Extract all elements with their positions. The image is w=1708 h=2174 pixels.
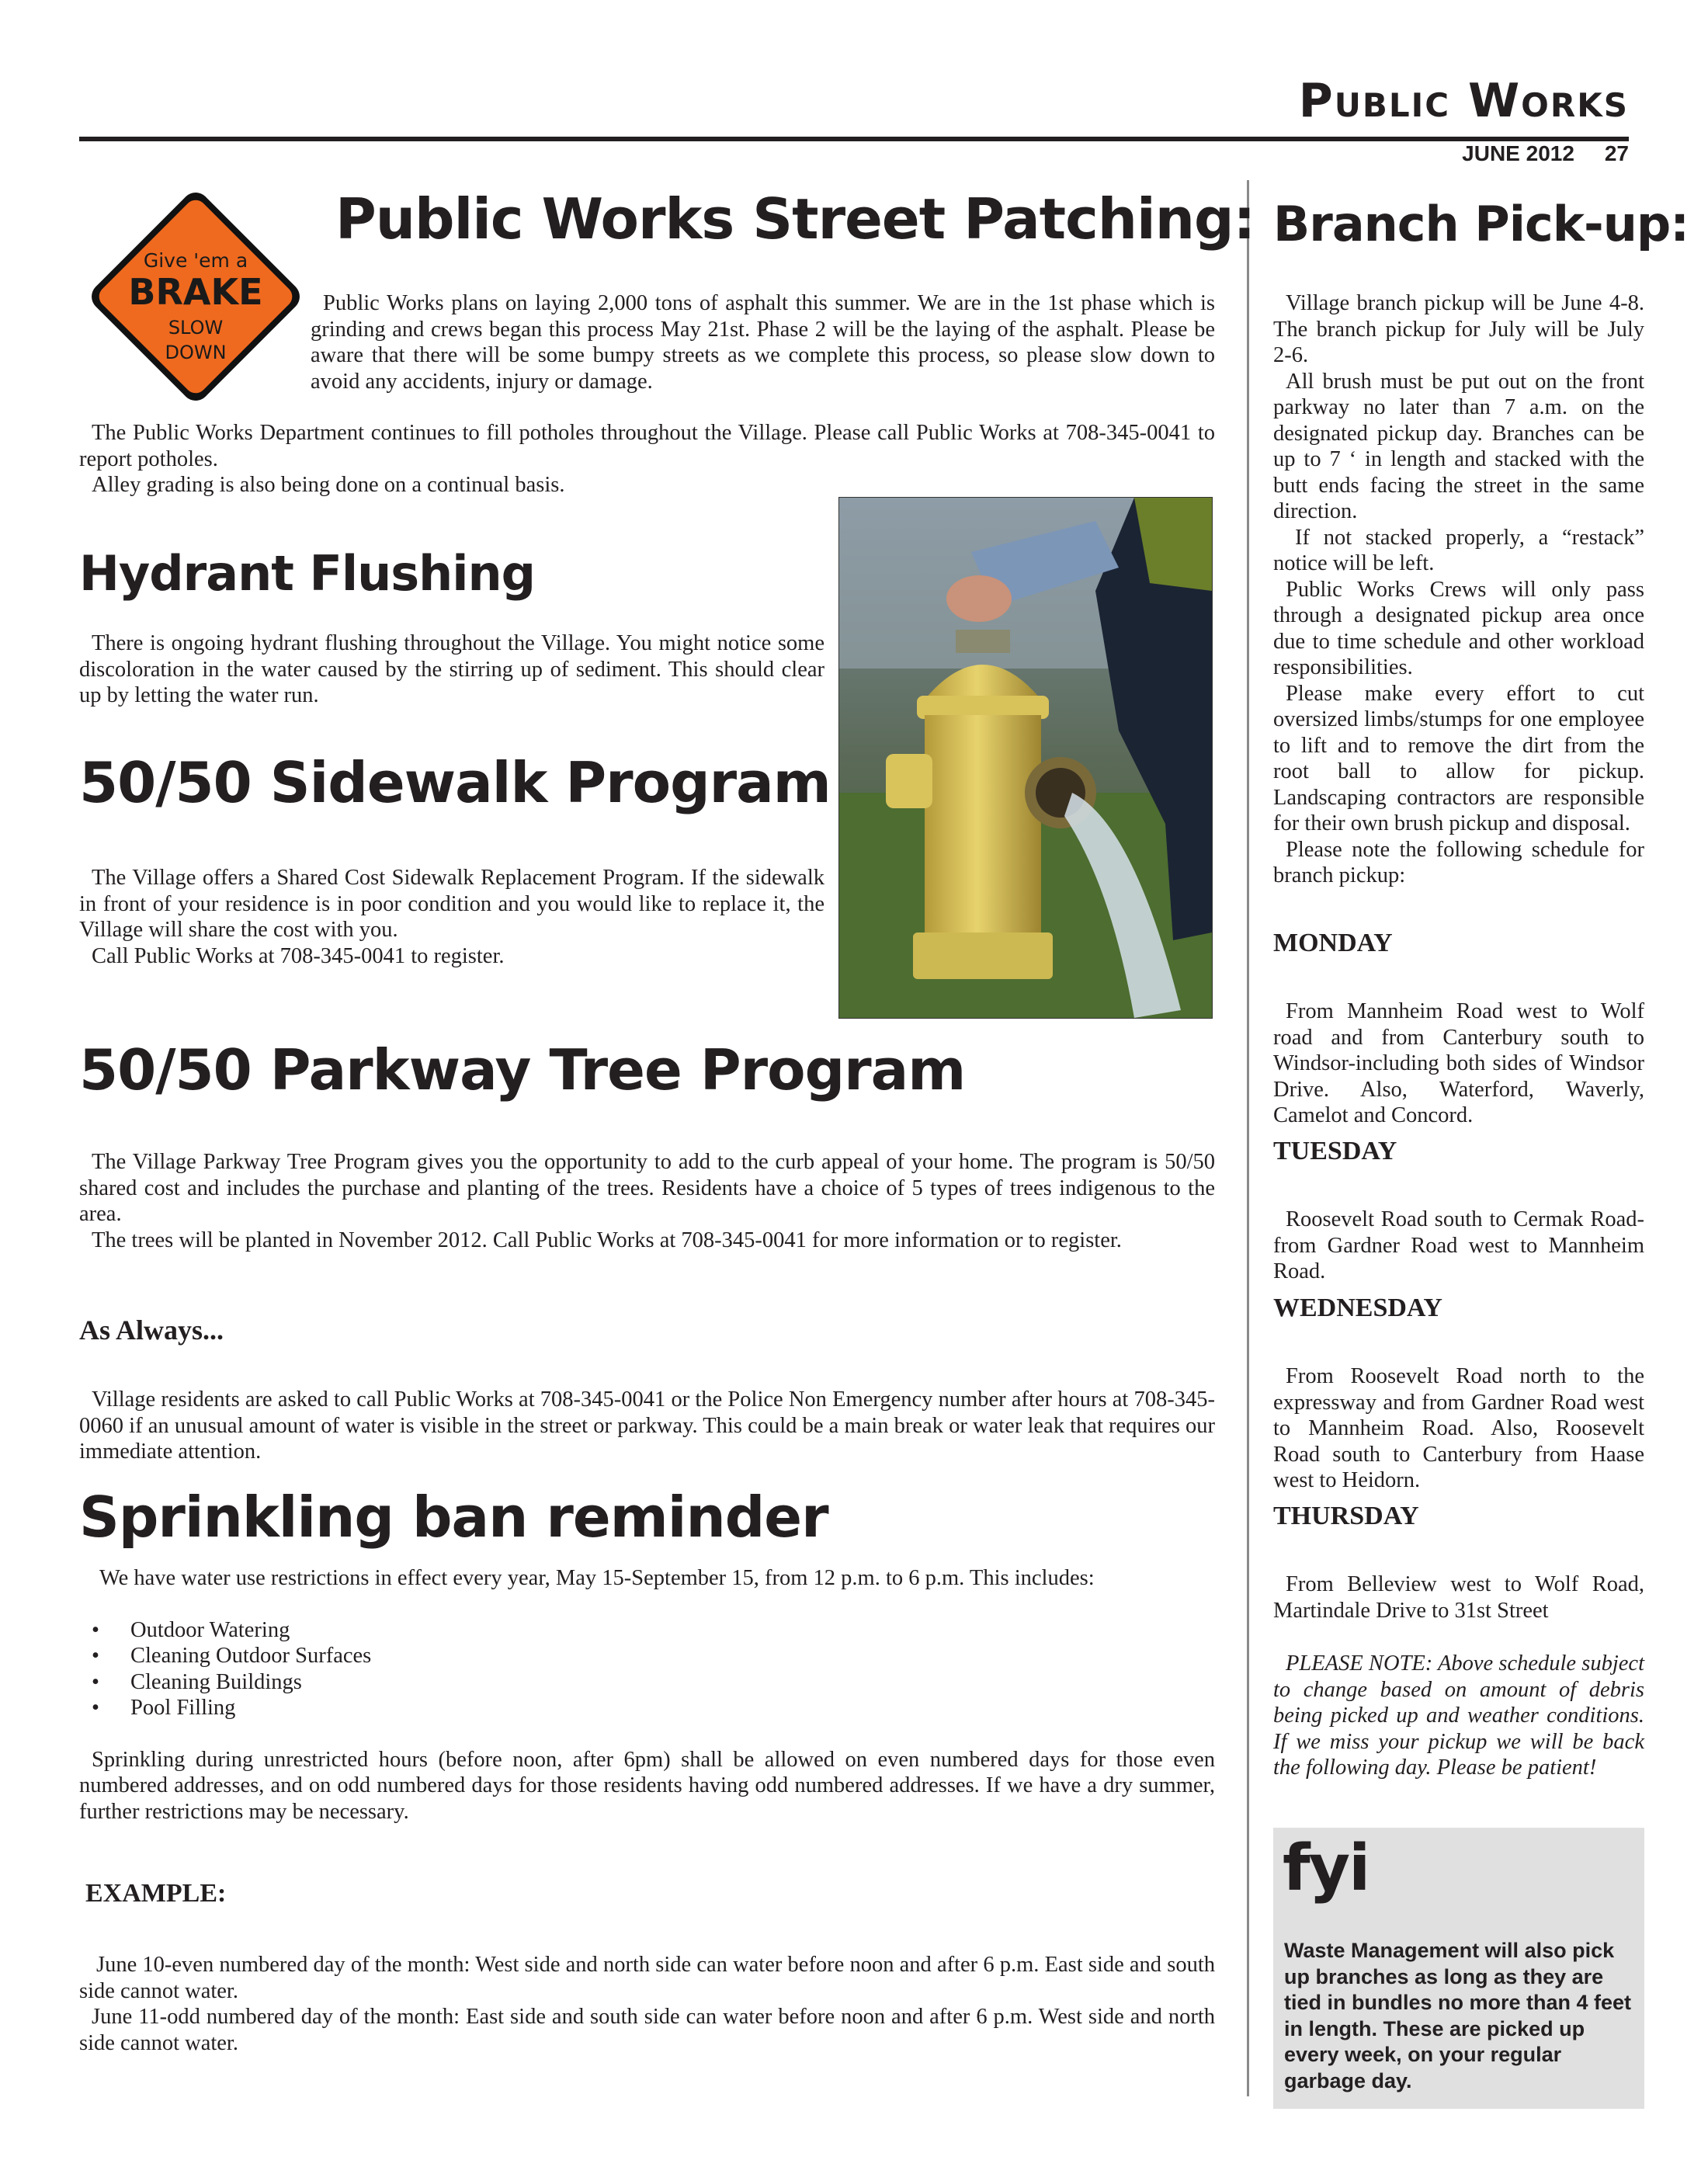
monday-title: MONDAY (1273, 929, 1393, 957)
example-title: EXAMPLE: (85, 1879, 227, 1908)
patching-p3: Alley grading is also being done on a continual basis. (92, 473, 565, 497)
branch-p2: All brush must be put out on the front parkway no later than 7 a.m. on the designated pickup day. Branches can be up to 7 ‘ in length and stacked with the butt ends facing the street in the same direction. (1273, 369, 1644, 523)
thursday-text: From Belleview west to Wolf Road, Martindale Drive to 31st Street (1273, 1572, 1644, 1623)
thursday-body (1273, 1571, 1644, 1624)
always-p1: Village residents are asked to call Public Works at 708-345-0041 or the Police Non Emergency number after hours at 708-345-0060 if an unusual amount of water is visible in the street or parkway. This could be a main break or water leak that requires our immediate attention. (79, 1387, 1215, 1464)
tuesday-title: TUESDAY (1273, 1137, 1397, 1165)
wednesday-body (1273, 1363, 1644, 1494)
column-divider (1247, 180, 1249, 2096)
patching-p2: The Public Works Department continues to fill potholes throughout the Village. Please call Public Works at 708-345-0041 to report potholes. (79, 421, 1215, 471)
patching-p1: Public Works plans on laying 2,000 tons of asphalt this summer. We are in the 1st phase which is grinding and crews began this process May 21st. Phase 2 will be the laying of the asphalt. Please be aware that there will be some bumpy streets as we complete this process, so please slow down to avoid any accidents, injury or damage. (311, 291, 1215, 394)
page-number: 27 (1604, 141, 1629, 165)
list-item: • Pool Filling (79, 1695, 1215, 1721)
example-body (79, 1952, 1215, 2056)
always-body (79, 1387, 1215, 1465)
list-item: • Cleaning Outdoor Surfaces (79, 1643, 1215, 1669)
patching-intro (311, 290, 1215, 394)
sprinkling-p1: We have water use restrictions in effect every year, May 15-September 15, from 12 p.m. to 6 p.m. This includes: (99, 1566, 1095, 1590)
sidewalk-p2: Call Public Works at 708-345-0041 to register. (92, 943, 505, 968)
tree-p2: The trees will be planted in November 2012. Call Public Works at 708-345-0041 for more information or to register. (92, 1228, 1122, 1252)
branch-p6: Please note the following schedule for branch pickup: (1273, 837, 1644, 887)
tree-title: 50/50 Parkway Tree Program (79, 1037, 966, 1103)
sign-line-4: DOWN (165, 342, 227, 363)
hydrant-photo (838, 497, 1213, 1019)
header-rule (79, 137, 1629, 141)
branch-p1: Village branch pickup will be June 4-8. The branch pickup for July will be July 2-6. (1273, 291, 1644, 367)
sign-line-2: BRAKE (128, 271, 263, 313)
monday-text: From Mannheim Road west to Wolf road and from Canterbury south to Windsor-including both sides of Windsor Drive. Also, Waterford, Waverly, Camelot and Concord. (1273, 999, 1644, 1127)
sprinkling-p2: Sprinkling during unrestricted hours (before noon, after 6pm) shall be allowed on even numbered days for those even numbered addresses, and on odd numbered days for those residents having odd numbered addresses. If we have a dry summer, further restrictions may be necessary. (79, 1747, 1215, 1824)
fyi-title: fyi (1283, 1832, 1370, 1905)
fyi-text: Waste Management will also pick up branches as long as they are tied in bundles no more than 4 feet in length. These are picked up every week, on your regular garbage day. (1284, 1939, 1632, 2092)
patching-body (79, 420, 1215, 498)
sidewalk-title: 50/50 Sidewalk Program (79, 750, 831, 815)
hydrant-body (79, 630, 824, 709)
brake-sign-image (79, 180, 312, 413)
wednesday-title: WEDNESDAY (1273, 1294, 1442, 1322)
tuesday-text: Roosevelt Road south to Cermak Road-from Gardner Road west to Mannheim Road. (1273, 1207, 1644, 1283)
branch-title: Branch Pick-up: (1273, 196, 1689, 252)
sidewalk-p1: The Village offers a Shared Cost Sidewalk Replacement Program. If the sidewalk in front of your residence is in poor condition and you would like to replace it, the Village will share the cost with you. (79, 866, 824, 942)
sign-line-3: SLOW (168, 317, 224, 339)
branch-p4: Public Works Crews will only pass through a designated pickup area once due to time schedule and other workload responsibilities. (1273, 577, 1644, 679)
example-p1: June 10-even numbered day of the month: West side and north side can water before noon and after 6 p.m. East side and south side cannot water. (79, 1953, 1215, 2003)
list-item: • Outdoor Watering (79, 1617, 1215, 1644)
monday-body (1273, 998, 1644, 1129)
branch-body (1273, 290, 1644, 889)
schedule-note (1273, 1651, 1644, 1781)
tuesday-body (1273, 1207, 1644, 1285)
hydrant-p1: There is ongoing hydrant flushing throughout the Village. You might notice some discoloration in the water caused by the stirring up of sediment. This should clear up by letting the water run. (79, 631, 824, 707)
tree-body (79, 1149, 1215, 1253)
branch-p3: If not stacked properly, a “restack” notice will be left. (1273, 525, 1644, 575)
sign-line-1: Give 'em a (143, 249, 248, 272)
branch-p5: Please make every effort to cut oversized limbs/stumps for one employee to lift and to remove the dirt from the root ball to allow for pickup. Landscaping contractors are responsible for their own brush pickup and disposal. (1273, 681, 1644, 835)
example-p2: June 11-odd numbered day of the month: East side and south side can water before noon and after 6 p.m. West side and north side cannot water. (79, 2005, 1215, 2055)
always-title: As Always... (79, 1314, 224, 1346)
restriction-list (79, 1617, 1215, 1721)
wednesday-text: From Roosevelt Road north to the expressway and from Gardner Road west to Mannheim Road. Also, Roosevelt Road south to Canterbury from Haase west to Heidorn. (1273, 1364, 1644, 1492)
hydrant-title: Hydrant Flushing (79, 545, 536, 602)
patching-title: Public Works Street Patching: (335, 186, 1255, 252)
issue-date: JUNE 2012 (1462, 141, 1574, 165)
sprinkling-title: Sprinkling ban reminder (79, 1485, 828, 1550)
tree-p1: The Village Parkway Tree Program gives you the opportunity to add to the curb appeal of your home. The program is 50/50 shared cost and includes the purchase and planting of the trees. Residents have a choice of 5 types of trees indigenous to the area. (79, 1150, 1215, 1226)
thursday-title: THURSDAY (1273, 1502, 1419, 1530)
section-title: Public Works (1298, 74, 1629, 128)
schedule-note-text: PLEASE NOTE: Above schedule subject to change based on amount of debris being picked up and weather conditions. If we miss your pickup we will be back the following day. Please be patient! (1273, 1651, 1644, 1780)
sidewalk-body (79, 865, 824, 969)
list-item: • Cleaning Buildings (79, 1669, 1215, 1696)
issue-line (1462, 141, 1629, 166)
sprinkling-body (79, 1565, 1215, 1825)
